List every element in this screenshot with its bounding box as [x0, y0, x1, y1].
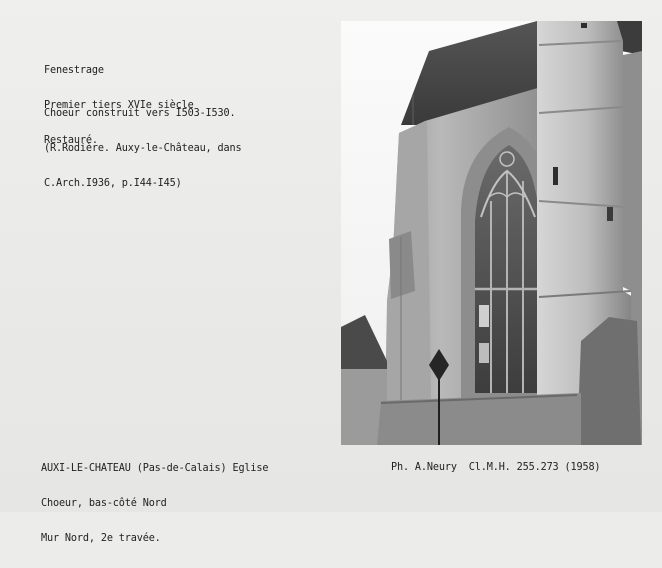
caption-location: [41, 440, 268, 568]
tower-top-opening: [581, 23, 587, 28]
window-pane: [479, 343, 489, 363]
buttress-pinnacle: [389, 231, 415, 299]
note-line-citation-pages: C.Arch.I936, p.I44-I45): [44, 177, 182, 189]
note-line-restored: Restauré.: [44, 134, 98, 146]
church-photo-drawing: [341, 21, 642, 445]
caption-place: AUXI-LE-CHATEAU (Pas-de-Calais) Eglise: [41, 463, 269, 475]
caption-part: Choeur, bas-côté Nord: [41, 497, 167, 509]
typed-notes-reference: [44, 85, 241, 213]
base-wall: [377, 393, 581, 445]
note-line-citation: (R.Rodière. Auxy-le-Château, dans: [44, 142, 242, 154]
tower-slit-window: [553, 167, 558, 185]
note-line-fenestrage: Fenestrage: [44, 65, 104, 77]
window-pane: [479, 305, 489, 327]
note-line-construction: Choeur construit vers I503-I530.: [44, 108, 236, 120]
tower-slit-window: [607, 207, 613, 221]
church-photo: [341, 21, 642, 445]
caption-bay: Mur Nord, 2e travée.: [41, 532, 161, 544]
note-line-period: Premier tiers XVIe siècle: [44, 99, 194, 111]
photo-credit: Ph. A.Neury Cl.M.H. 255.273 (1958): [391, 462, 601, 473]
